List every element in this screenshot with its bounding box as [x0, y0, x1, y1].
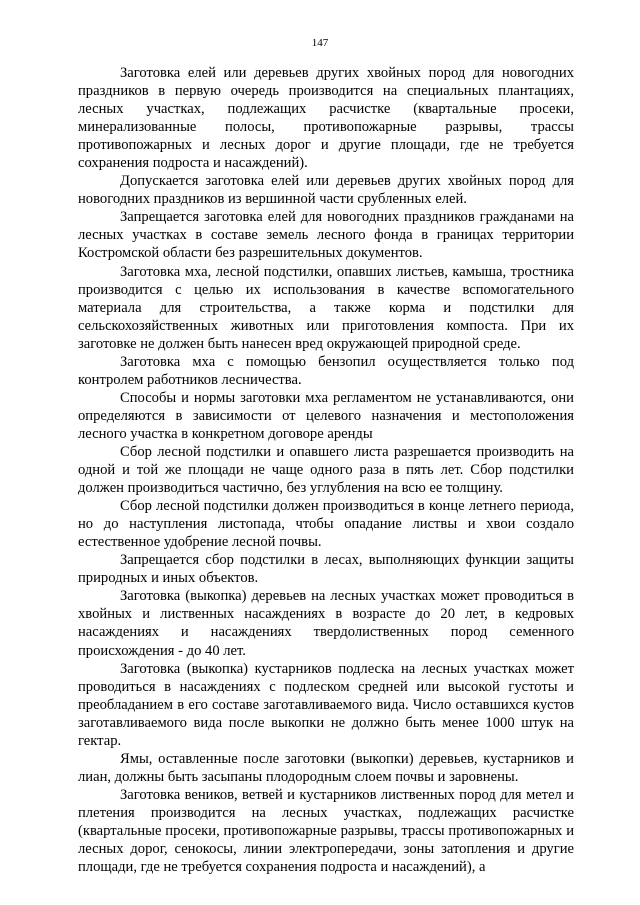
- paragraph: Способы и нормы заготовки мха регламентом не устанавливаются, они определяются в зависимости от целевого назначения и местоположения лесного участка в конкретном договоре аренды: [78, 389, 574, 442]
- paragraph: Сбор лесной подстилки должен производиться в конце летнего периода, но до наступления листопада, чтобы опадание листвы и хвои создало естественное удобрение лесной почвы.: [78, 498, 574, 551]
- paragraph: Заготовка веников, ветвей и кустарников лиственных пород для метел и плетения производится на лесных участках, подлежащих расчистке (квартальные просеки, противопожарные разрывы, трассы противопожарных и лесных дорог, сенокосы, линии электропередачи, зоны затопления и другие площади, где не требуется сохранения подроста и насаждений), а: [78, 786, 574, 876]
- paragraph: Запрещается заготовка елей для новогодних праздников гражданами на лесных участках в составе земель лесного фонда в границах территории Костромской области без разрешительных документов.: [78, 209, 574, 262]
- paragraph: Допускается заготовка елей или деревьев других хвойных пород для новогодних праздников из вершинной части срубленных елей.: [78, 173, 574, 208]
- paragraph: Заготовка елей или деревьев других хвойных пород для новогодних праздников в первую очередь производится на специальных плантациях, лесных участках, подлежащих расчистке (квартальные просеки, минерализованные полосы, противопожарные разрывы, трассы противопожарных и лесных дорог и другие площади, где не требуется сохранения подроста и насаждений).: [78, 65, 574, 172]
- paragraph: Заготовка (выкопка) кустарников подлеска на лесных участках может проводиться в насаждениях с подлеском средней или высокой густоты и преобладанием в его составе заготавливаемого вида. Число оставшихся кустов заготавливаемого вида после выкопки не должно быть менее 1000 штук на гектар.: [78, 660, 574, 749]
- paragraph: Заготовка (выкопка) деревьев на лесных участках может проводиться в хвойных и лиственных насаждениях в возрасте до 20 лет, в кедровых насаждениях и насаждениях твердолиственных пород семенного происхождения - до 40 лет.: [78, 588, 574, 659]
- document-body: [78, 64, 574, 876]
- paragraph: Запрещается сбор подстилки в лесах, выполняющих функции защиты природных и иных объектов.: [78, 552, 574, 587]
- paragraph: Сбор лесной подстилки и опавшего листа разрешается производить на одной и той же площади не чаще одного раза в пять лет. Сбор подстилки должен производиться частично, без углубления на всю ее толщину.: [78, 443, 574, 497]
- page-number: 147: [311, 37, 329, 49]
- paragraph: Заготовка мха, лесной подстилки, опавших листьев, камыша, тростника производится с целью их использования в качестве вспомогательного материала для строительства, а также корма и подстилки для сельскохозяйственных животных или приготовления компоста. При их заготовке не должен быть нанесен вред окружающей природной среде.: [78, 263, 574, 352]
- paragraph: Заготовка мха с помощью бензопил осуществляется только под контролем работников лесничества.: [78, 353, 574, 388]
- paragraph: Ямы, оставленные после заготовки (выкопки) деревьев, кустарников и лиан, должны быть засыпаны плодородным слоем почвы и заровнены.: [78, 750, 574, 785]
